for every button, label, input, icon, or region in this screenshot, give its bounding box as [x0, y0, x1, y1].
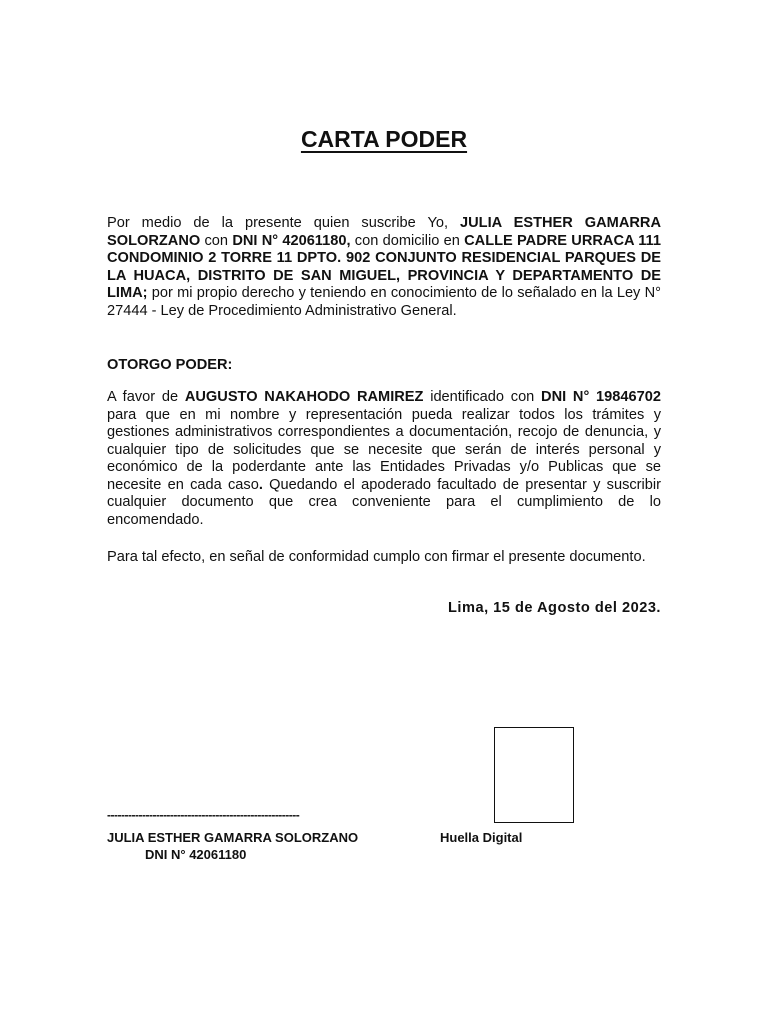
grantor-name: JULIA ESTHER GAMARRA SOLORZANO: [107, 215, 661, 249]
document-title: CARTA PODER: [300, 126, 468, 152]
grant-text-2: identificado con: [423, 389, 542, 405]
signer-dni: DNI N° 42061180: [145, 847, 247, 862]
grant-text-4: Quedando el apoderado facultado de presentar y suscribir cualquier documento que crea conveniente para el cumplimiento de lo encomendado.: [107, 476, 661, 528]
grant-text-1: A favor de: [107, 389, 185, 405]
grant-period: .: [258, 476, 263, 493]
grant-paragraph: [107, 389, 661, 529]
fingerprint-label: Huella Digital: [440, 830, 523, 845]
signature-line: -------------------------------------------------------: [107, 808, 300, 822]
grant-heading: OTORGO PODER:: [107, 357, 233, 373]
intro-text-4: por mi propio derecho y teniendo en conocimiento de lo señalado en la Ley N° 27444 - Ley de Procedimiento Administrativo General.: [107, 285, 661, 319]
intro-text-2: con: [200, 232, 233, 249]
grantor-address: CALLE PADRE URRACA 111 CONDOMINIO 2 TORRE 11 DPTO. 902 CONJUNTO RESIDENCIAL PARQUES DE LA HUACA, DISTRITO DE SAN MIGUEL, PROVINCIA Y DEPARTAMENTO DE LIMA;: [107, 232, 661, 301]
closing-paragraph: Para tal efecto, en señal de conformidad cumplo con firmar el presente documento.: [107, 549, 646, 565]
attorney-dni: DNI N° 19846702: [541, 389, 661, 405]
grantor-dni: DNI N° 42061180,: [232, 232, 351, 249]
grant-text-3: para que en mi nombre y representación pueda realizar todos los trámites y gestiones administrativos correspondientes a documentación, recojo de denuncia, y cualquier tipo de solicitudes que se necesite que serán de interés personal y económico de la poderdante ante las Entidades Privadas y/o Publicas que se necesite en cada caso: [107, 406, 661, 493]
attorney-name: AUGUSTO NAKAHODO RAMIREZ: [184, 389, 424, 405]
intro-paragraph: [107, 215, 661, 320]
signer-name: JULIA ESTHER GAMARRA SOLORZANO: [107, 830, 359, 845]
intro-text-1: Por medio de la presente quien suscribe Yo,: [107, 215, 461, 231]
intro-text-3: con domicilio en: [350, 232, 465, 249]
date-line: Lima, 15 de Agosto del 2023.: [448, 600, 661, 616]
fingerprint-box: [494, 727, 574, 823]
